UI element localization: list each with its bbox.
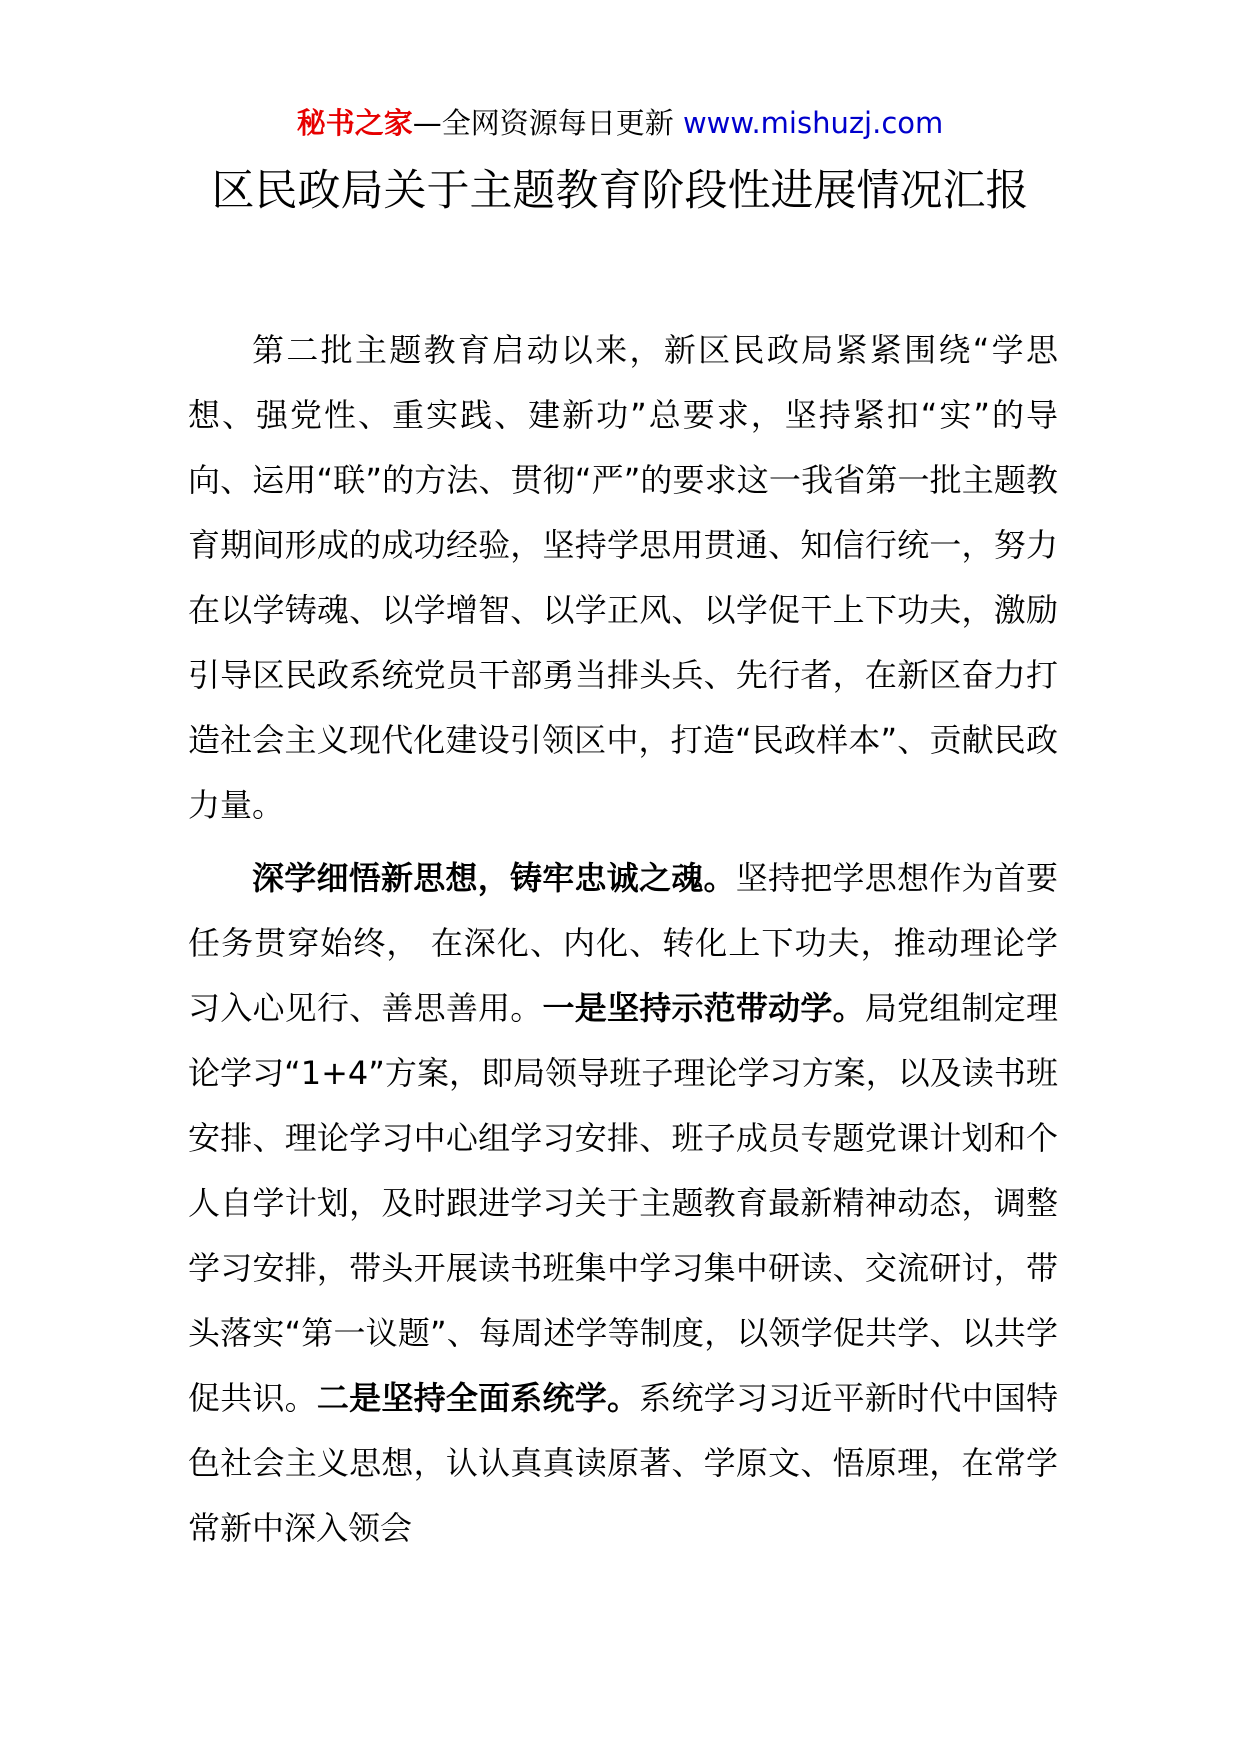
site-header [0,100,1240,146]
point-one-heading: 一是坚持示范带动学。 [542,989,865,1027]
section-text-3: 系统学习习近平新时代中国特色社会主义思想，认认真真读原著、学原文、悟原理，在常学常新中深入领会 [188,1379,1058,1547]
intro-paragraph: 第二批主题教育启动以来，新区民政局紧紧围绕“学思想、强党性、重实践、建新功”总要求，坚持紧扣“实”的导向、运用“联”的方法、贯彻“严”的要求这一我省第一批主题教育期间形成的成功经验，坚持学思用贯通、知信行统一，努力在以学铸魂、以学增智、以学正风、以学促干上下功夫，激励引导区民政系统党员干部勇当排头兵、先行者，在新区奋力打造社会主义现代化建设引领区中，打造“民政样本”、贡献民政力量。 [188,331,1058,824]
study-paragraph [188,846,1058,1561]
site-url-link[interactable]: www.mishuzj.com [682,106,944,140]
section-heading: 深学细悟新思想，铸牢忠诚之魂。 [252,859,736,897]
point-two-heading: 二是坚持全面系统学。 [316,1379,640,1417]
document-title: 区民政局关于主题教育阶段性进展情况汇报 [211,166,1029,216]
section-text-1: 坚持把学思想作为首要任务贯穿始终， 在深化、内化、转化上下功夫，推动理论学习入心见行、善思善用。 [188,859,1058,1027]
document-body [188,318,1058,1561]
brand-name: 秘书之家 [296,106,413,140]
section-text-2: 局党组制定理论学习“1+4”方案，即局领导班子理论学习方案，以及读书班安排、理论学习中心组学习安排、班子成员专题党课计划和个人自学计划，及时跟进学习关于主题教育最新精神动态，调整学习安排，带头开展读书班集中学习集中研读、交流研讨，带头落实“第一议题”、每周述学等制度，以领学促共学、以共学促共识。 [188,989,1058,1417]
header-slogan: —全网资源每日更新 [412,106,674,140]
